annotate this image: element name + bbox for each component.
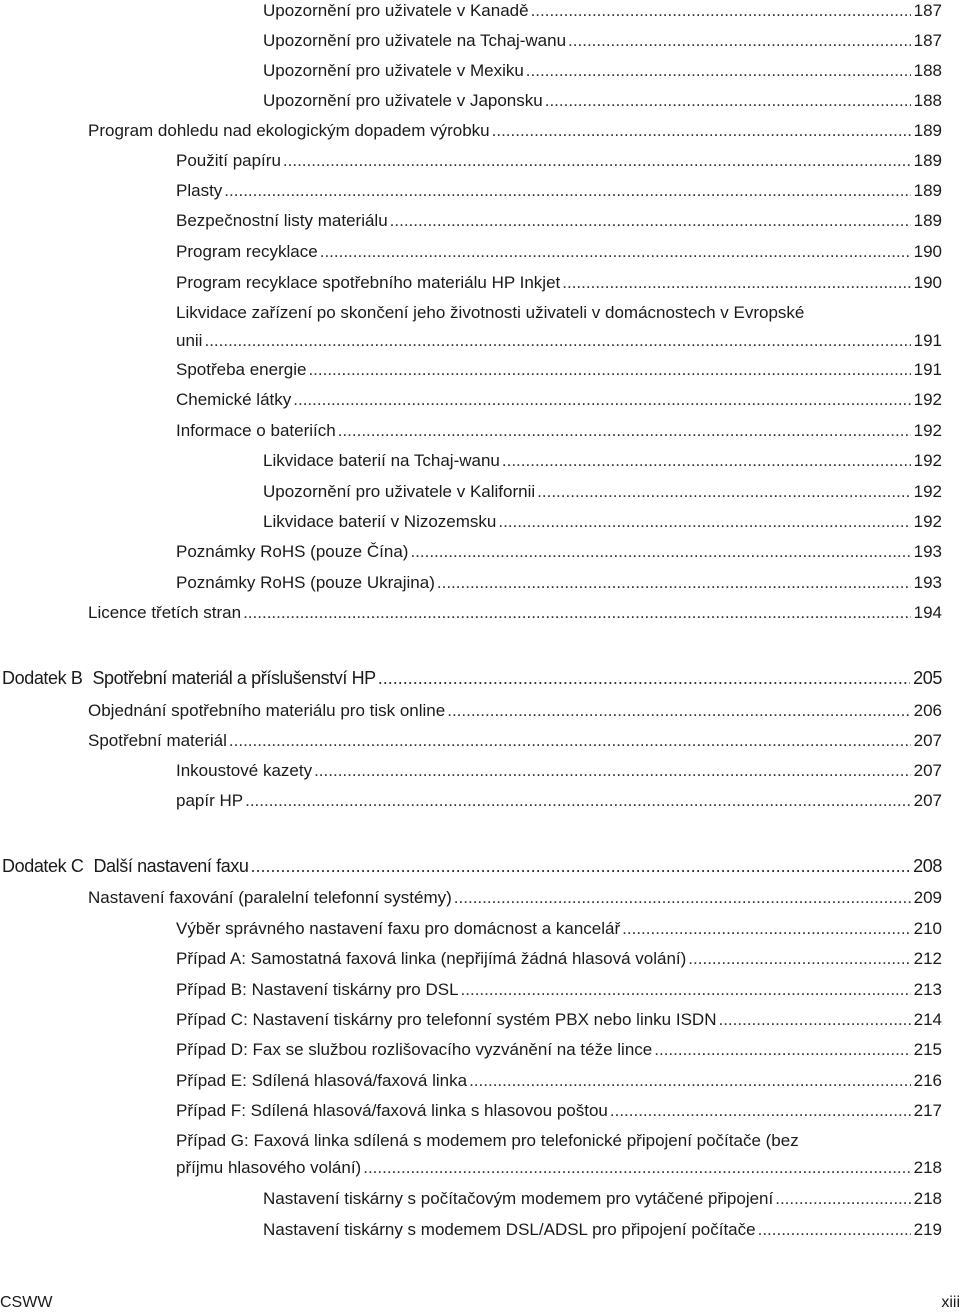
toc-entry-page: 213	[913, 980, 942, 999]
toc-entry-page: 187	[913, 1, 942, 20]
dot-leader	[537, 481, 910, 503]
toc-entry[interactable]	[176, 760, 942, 782]
toc-entry[interactable]	[263, 481, 942, 503]
toc-entry[interactable]	[176, 272, 942, 294]
toc-entry[interactable]	[88, 700, 942, 722]
dot-leader	[410, 541, 910, 563]
toc-entry[interactable]	[176, 389, 942, 411]
toc-entry-page: 189	[913, 121, 942, 140]
toc-entry[interactable]	[88, 887, 942, 909]
toc-entry[interactable]	[88, 602, 942, 624]
dot-leader	[531, 0, 911, 22]
toc-entry[interactable]	[263, 511, 942, 533]
toc-entry-title: Výběr správného nastavení faxu pro domácnost a kancelář	[176, 919, 621, 938]
toc-entry[interactable]	[263, 450, 942, 472]
chapter-title: Další nastavení faxu	[93, 856, 249, 876]
dot-leader	[378, 667, 910, 689]
dot-leader	[363, 1157, 910, 1179]
dot-leader	[688, 948, 910, 970]
dot-leader	[758, 1219, 911, 1241]
toc-entry-page: 192	[913, 512, 942, 531]
dot-leader	[437, 572, 911, 594]
toc-entry-title: Případ E: Sdílená hlasová/faxová linka	[176, 1071, 468, 1090]
toc-entry-title: Upozornění pro uživatele v Kanadě	[263, 1, 529, 20]
toc-entry-page: 193	[913, 542, 942, 561]
toc-entry-title: Spotřební materiál	[88, 731, 227, 750]
toc-entry-title: papír HP	[176, 791, 244, 810]
dot-leader	[243, 602, 911, 624]
toc-entry[interactable]	[176, 541, 942, 563]
dot-leader	[526, 60, 911, 82]
toc-entry-title: Případ D: Fax se službou rozlišovacího vyzvánění na téže lince	[176, 1040, 653, 1059]
toc-entry[interactable]	[88, 120, 942, 142]
dot-leader	[314, 760, 911, 782]
toc-entry-page: 219	[913, 1220, 942, 1239]
toc-entry-page: 207	[913, 761, 942, 780]
toc-entry-page: 191	[913, 360, 942, 379]
toc-entry-title-line2: unii	[176, 331, 203, 350]
toc-entry[interactable]	[176, 180, 942, 202]
toc-entry[interactable]	[176, 1039, 942, 1061]
dot-leader	[469, 1070, 911, 1092]
toc-entry-title: Případ A: Samostatná faxová linka (nepřijímá žádná hlasová volání)	[176, 949, 687, 968]
toc-entry-page: 192	[913, 421, 942, 440]
toc-entry[interactable]	[176, 150, 942, 172]
toc-entry[interactable]	[263, 0, 942, 22]
toc-entry[interactable]	[176, 420, 942, 442]
dot-leader	[308, 359, 910, 381]
toc-entry-page: 189	[913, 211, 942, 230]
toc-entry-title: Plasty	[176, 181, 223, 200]
dot-leader	[461, 979, 911, 1001]
toc-entry-page: 209	[913, 888, 942, 907]
toc-entry-title: Inkoustové kazety	[176, 761, 313, 780]
toc-entry-title: Upozornění pro uživatele na Tchaj-wanu	[263, 31, 567, 50]
toc-entry-page: 191	[913, 331, 942, 350]
toc-entry[interactable]	[176, 359, 942, 381]
toc-chapter-entry[interactable]	[2, 855, 942, 877]
toc-entry-page: 215	[913, 1040, 942, 1059]
toc-entry[interactable]	[263, 60, 942, 82]
dot-leader	[718, 1009, 910, 1031]
toc-entry-page: 216	[913, 1071, 942, 1090]
toc-entry-page: 194	[913, 603, 942, 622]
toc-entry-title: Případ C: Nastavení tiskárny pro telefonní systém PBX nebo linku ISDN	[176, 1010, 717, 1029]
toc-entry[interactable]	[176, 302, 942, 352]
dot-leader	[545, 90, 911, 112]
toc-entry-title: Poznámky RoHS (pouze Ukrajina)	[176, 573, 435, 592]
toc-entry-page: 206	[913, 701, 942, 720]
toc-entry[interactable]	[176, 210, 942, 232]
dot-leader	[775, 1188, 910, 1210]
toc-entry-page: 192	[913, 390, 942, 409]
toc-entry-title: Upozornění pro uživatele v Japonsku	[263, 91, 543, 110]
toc-entry-page: 190	[913, 242, 942, 261]
toc-entry-page: 208	[913, 856, 942, 876]
toc-entry-page: 188	[913, 91, 942, 110]
toc-entry[interactable]	[263, 30, 942, 52]
toc-entry[interactable]	[176, 918, 942, 940]
toc-entry[interactable]	[176, 1130, 942, 1179]
dot-leader	[568, 30, 911, 52]
dot-leader	[447, 700, 910, 722]
dot-leader	[454, 887, 911, 909]
chapter-label: Dodatek B	[2, 668, 83, 688]
toc-entry[interactable]	[176, 572, 942, 594]
dot-leader	[492, 120, 911, 142]
dot-leader	[338, 420, 911, 442]
toc-entry[interactable]	[176, 1100, 942, 1122]
toc-entry-title: Likvidace baterií na Tchaj-wanu	[263, 451, 500, 470]
toc-entry-page: 218	[913, 1158, 942, 1177]
toc-entry-title: Upozornění pro uživatele v Kalifornii	[263, 482, 536, 501]
dot-leader	[251, 855, 911, 877]
toc-entry-title: Likvidace baterií v Nizozemsku	[263, 512, 497, 531]
toc-entry-title: Případ F: Sdílená hlasová/faxová linka s hlasovou poštou	[176, 1101, 608, 1120]
toc-entry-page: 189	[913, 151, 942, 170]
toc-entry-title-line1: Likvidace zařízení po skončení jeho životnosti uživateli v domácnostech v Evropské	[176, 303, 805, 322]
toc-entry[interactable]	[176, 979, 942, 1001]
toc-entry[interactable]	[176, 241, 942, 263]
toc-entry-title: Program dohledu nad ekologickým dopadem výrobku	[88, 121, 490, 140]
dot-leader	[610, 1100, 911, 1122]
dot-leader	[283, 150, 911, 172]
toc-entry-title: Spotřeba energie	[176, 360, 307, 379]
dot-leader	[224, 180, 910, 202]
dot-leader	[245, 790, 911, 812]
toc-entry-title-line1: Případ G: Faxová linka sdílená s modemem pro telefonické připojení počítače (bez	[176, 1131, 799, 1150]
toc-entry-title: Program recyklace	[176, 242, 318, 261]
toc-entry-title: Nastavení tiskárny s počítačovým modemem pro vytáčené připojení	[263, 1189, 774, 1208]
toc-entry-page: 210	[913, 919, 942, 938]
toc-entry[interactable]	[88, 730, 942, 752]
toc-entry-page: 192	[913, 451, 942, 470]
toc-entry-title: Upozornění pro uživatele v Mexiku	[263, 61, 524, 80]
toc-entry-page: 193	[913, 573, 942, 592]
toc-entry[interactable]	[176, 1009, 942, 1031]
toc-entry-page: 207	[913, 731, 942, 750]
footer-doc-code: CSWW	[0, 1294, 53, 1311]
toc-entry-title: Program recyklace spotřebního materiálu HP Inkjet	[176, 273, 561, 292]
dot-leader	[204, 330, 910, 352]
toc-entry-title: Nastavení tiskárny s modemem DSL/ADSL pro připojení počítače	[263, 1220, 756, 1239]
toc-entry-page: 192	[913, 482, 942, 501]
toc-entry-title: Chemické látky	[176, 390, 292, 409]
toc-entry-page: 188	[913, 61, 942, 80]
dot-leader	[320, 241, 911, 263]
toc-entry-title: Případ B: Nastavení tiskárny pro DSL	[176, 980, 459, 999]
toc-entry[interactable]	[176, 1070, 942, 1092]
dot-leader	[562, 272, 910, 294]
toc-entry[interactable]	[176, 948, 942, 970]
toc-entry-title: Poznámky RoHS (pouze Čína)	[176, 542, 409, 561]
chapter-label: Dodatek C	[2, 856, 84, 876]
toc-entry-page: 212	[913, 949, 942, 968]
dot-leader	[390, 210, 911, 232]
footer-page-number: xiii	[941, 1294, 960, 1311]
toc-entry-page: 218	[913, 1189, 942, 1208]
toc-entry-page: 190	[913, 273, 942, 292]
toc-entry-page: 217	[913, 1101, 942, 1120]
chapter-title: Spotřební materiál a příslušenství HP	[92, 668, 376, 688]
toc-entry-title: Použití papíru	[176, 151, 281, 170]
toc-chapter-entry[interactable]	[2, 667, 942, 689]
toc-entry[interactable]	[263, 1219, 942, 1241]
toc-entry-title: Licence třetích stran	[88, 603, 242, 622]
toc-entry-title: Bezpečnostní listy materiálu	[176, 211, 388, 230]
toc-entry[interactable]	[263, 1188, 942, 1210]
toc-entry[interactable]	[263, 90, 942, 112]
dot-leader	[654, 1039, 910, 1061]
toc-entry-page: 205	[913, 668, 942, 688]
toc-entry[interactable]	[176, 790, 942, 812]
toc-entry-page: 214	[913, 1010, 942, 1029]
toc-entry-title: Nastavení faxování (paralelní telefonní systémy)	[88, 888, 452, 907]
dot-leader	[502, 450, 911, 472]
toc-entry-title: Objednání spotřebního materiálu pro tisk online	[88, 701, 446, 720]
toc-entry-page: 187	[913, 31, 942, 50]
toc-entry-title: Informace o bateriích	[176, 421, 336, 440]
toc-entry-title-line2: příjmu hlasového volání)	[176, 1158, 362, 1177]
toc-entry-page: 207	[913, 791, 942, 810]
toc-entry-page: 189	[913, 181, 942, 200]
dot-leader	[622, 918, 910, 940]
dot-leader	[293, 389, 910, 411]
dot-leader	[229, 730, 911, 752]
dot-leader	[498, 511, 910, 533]
